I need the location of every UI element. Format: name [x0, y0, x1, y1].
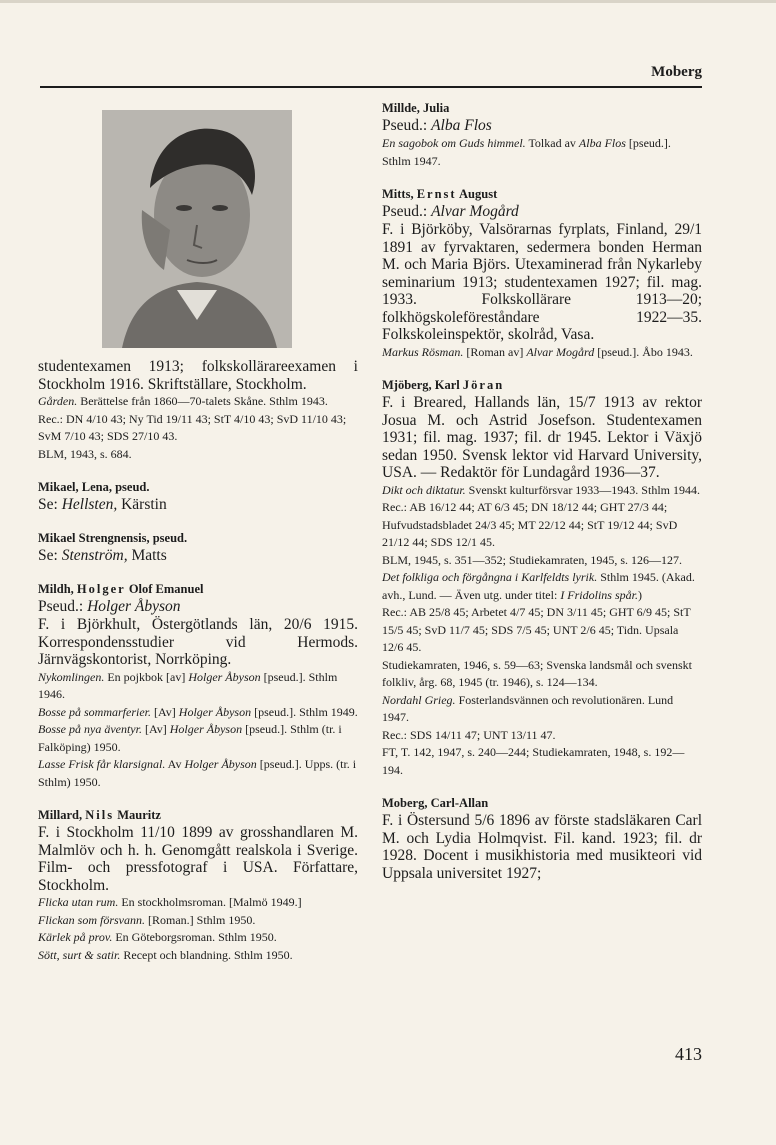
running-head: Moberg — [651, 64, 702, 80]
cross-reference-mikael: Se: Hellsten, Kärstin — [38, 496, 167, 513]
bio-mildh: F. i Björkhult, Östergötlands län, 20/6 1915. Korrespondensstudier vid Hermods. Järnvägskontorist, Norrköping. — [38, 616, 358, 668]
work-item: Dikt och diktatur. Svenskt kulturförsvar 1933—1943. Sthlm 1944. — [382, 482, 700, 497]
pseudonym-mildh: Pseud.: Holger Åbyson — [38, 598, 181, 615]
header-rule — [40, 86, 702, 88]
entry-heading-mitts: Mitts, Ernst August — [382, 187, 498, 201]
reviews: Rec.: AB 25/8 45; Arbetet 4/7 45; DN 3/11 45; GHT 6/9 45; StT 15/5 45; SvD 11/7 45; SDS 7/5 45; UNT 2/6 45; Tidn. Upsala 12/6 45. — [382, 605, 691, 654]
entry-heading-mildh: Mildh, Holger Olof Emanuel — [38, 582, 204, 596]
entry-continuation-blm: BLM, 1943, s. 684. — [38, 446, 132, 461]
work-item: Nykomlingen. En pojkbok [av] Holger Åbyson [pseud.]. Sthlm 1946. — [38, 669, 338, 701]
work-item: Nordahl Grieg. Fosterlandsvännen och revolutionären. Lund 1947. — [382, 692, 674, 724]
references: Studiekamraten, 1946, s. 59—63; Svenska landsmål och svenskt folkliv, årg. 68, 1945 (tr. 1946), s. 124—134. — [382, 657, 692, 689]
entry-heading-millard: Millard, Nils Mauritz — [38, 808, 161, 822]
entry-heading-mjoberg: Mjöberg, Karl Jöran — [382, 378, 505, 392]
bio-mitts: F. i Björköby, Valsörarnas fyrplats, Finland, 29/1 1891 av fyrvaktaren, sedermera bonden Herman M. och Maria Björs. Utexaminerad från Nykarleby seminarium 1913; studentexamen 1927; fil. mag. 1933. Folkskollärare 1913—20; folkhögskoleföreståndare 1922—35. Folkskoleinspektör, skolråd, Vasa. — [382, 221, 702, 343]
work-item: Lasse Frisk får klarsignal. Av Holger Åbyson [pseud.]. Upps. (tr. i Sthlm) 1950. — [38, 757, 357, 789]
work-item: Sött, surt & satir. Recept och blandning. Sthlm 1950. — [38, 947, 293, 962]
references: BLM, 1945, s. 351—352; Studiekamraten, 1945, s. 126—127. — [382, 552, 682, 567]
reviews: Rec.: AB 16/12 44; AT 6/3 45; DN 18/12 44; GHT 27/3 44; Hufvudstadsbladet 24/3 45; MT 22/12 44; StT 19/12 44; SvD 21/12 44; SDS 12/1 45. — [382, 500, 678, 549]
left-column — [38, 100, 358, 964]
work-item: Det folkliga och förgångna i Karlfeldts lyrik. Sthlm 1945. (Akad. avh., Lund. — Även utg. under titel: I Fridolins spår.) — [382, 570, 695, 602]
author-portrait — [102, 110, 292, 348]
portrait-illustration — [102, 110, 292, 348]
work-item: En sagobok om Guds himmel. Tolkad av Alba Flos [pseud.]. Sthlm 1947. — [382, 136, 671, 168]
entry-heading-mikael: Mikael, Lena, pseud. — [38, 480, 150, 494]
work-item: Markus Rösman. [Roman av] Alvar Mogård [pseud.]. Åbo 1943. — [382, 344, 693, 359]
work-item: Flicka utan rum. En stockholmsroman. [Malmö 1949.] — [38, 895, 302, 909]
entry-continuation-reviews: Rec.: DN 4/10 43; Ny Tid 19/11 43; StT 4/10 43; SvD 11/10 43; SvM 7/10 43; SDS 27/10 43. — [38, 411, 347, 443]
top-edge-rule — [0, 0, 776, 3]
reviews: Rec.: SDS 14/11 47; UNT 13/11 47. — [382, 727, 556, 742]
entry-heading-moberg: Moberg, Carl-Allan — [382, 796, 489, 810]
bio-moberg: F. i Östersund 5/6 1896 av förste stadsläkaren Carl M. och Lydia Holmqvist. Fil. kand. 1923; fil. dr 1928. Docent i musikhistoria med musikteori vid Uppsala universitet 1927; — [382, 812, 702, 882]
pseudonym-mitts: Pseud.: Alvar Mogård — [382, 203, 519, 220]
work-item: Bosse på nya äventyr. [Av] Holger Åbyson [pseud.]. Sthlm (tr. i Falköping) 1950. — [38, 722, 342, 754]
entry-heading-strengnensis: Mikael Strengnensis, pseud. — [38, 531, 188, 545]
work-item: Kärlek på prov. En Göteborgsroman. Sthlm 1950. — [38, 930, 277, 944]
work-item: Bosse på sommarferier. [Av] Holger Åbyson [pseud.]. Sthlm 1949. — [38, 704, 358, 719]
entry-heading-millde: Millde, Julia — [382, 101, 450, 115]
bio-millard: F. i Stockholm 11/10 1899 av grosshandlaren M. Malmlöv och h. h. Genomgått realskola i Sverige. Film- och pressfotograf i USA. Författare, Stockholm. — [38, 824, 358, 894]
page-number: 413 — [675, 1044, 702, 1064]
bio-mjoberg: F. i Breared, Hallands län, 15/7 1913 av rektor Josua M. och Astrid Josefson. Studentexamen 1931; fil. mag. 1937; fil. dr 1945. Lektor i Växjö sedan 1950. Svensk lektor vid Harvard University, USA. — Redaktör för Lundagård 1936—37. — [382, 394, 702, 481]
pseudonym-millde: Pseud.: Alba Flos — [382, 117, 492, 134]
entry-continuation-bio: studentexamen 1913; folkskollärareexamen i Stockholm 1916. Skriftställare, Stockholm. — [38, 358, 358, 393]
cross-reference-strengnensis: Se: Stenström, Matts — [38, 547, 167, 564]
references: FT, T. 142, 1947, s. 240—244; Studiekamraten, 1948, s. 192—194. — [382, 745, 685, 777]
right-column — [382, 100, 702, 882]
work-item: Flickan som försvann. [Roman.] Sthlm 1950. — [38, 912, 256, 927]
entry-continuation-work: Gården. Berättelse från 1860—70-talets Skåne. Sthlm 1943. — [38, 394, 328, 408]
